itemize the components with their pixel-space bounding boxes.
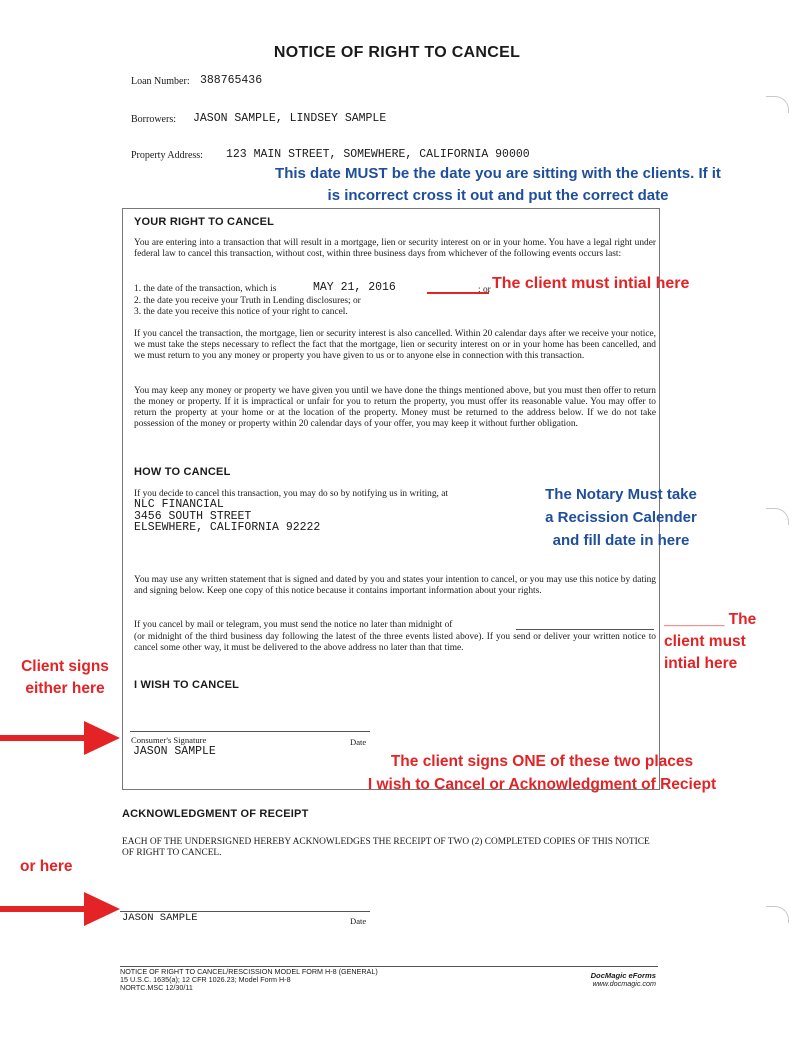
scan-edge-mark <box>766 508 789 525</box>
arrow-right-icon <box>0 718 124 758</box>
notary-annotation-line1: The Notary Must take <box>545 486 697 503</box>
cancel-date-label: Date <box>350 737 367 747</box>
form-citation <box>120 968 378 992</box>
mail-telegram-paragraph: (or midnight of the third business day following the latest of the three events listed above). If you send or deliver your written notice to cancel some other way, it must be delivered to the above address no later than that time. <box>134 632 656 653</box>
cancel-effect-paragraph: If you cancel the transaction, the mortgage, lien or security interest is also cancelled. Within 20 calendar days after we receive your notice, we must take the steps necessary to reflect the fact that the mortgage, lien or security interest on or in your home has been cancelled, and we must return to you any money or property you have given to us or to anyone else in connection with this transaction. <box>134 329 656 361</box>
footer-line-3: NORTC.MSC 12/30/11 <box>120 983 193 992</box>
written-statement-paragraph: You may use any written statement that is signed and dated by you and states your intention to cancel, or you may use this notice by dating and signing below. Keep one copy of this notice because it contains important information about your rights. <box>134 575 656 596</box>
right-to-cancel-intro: You are entering into a transaction that will result in a mortgage, lien or security interest on or in your home. You have a legal right under federal law to cancel this transaction, without cost, within three business days from whichever of the following events occurs last: <box>134 238 656 259</box>
transaction-date: MAY 21, 2016 <box>313 281 396 294</box>
footer-line-1: NOTICE OF RIGHT TO CANCEL/RESCISSION MODEL FORM H-8 (GENERAL) <box>120 967 378 976</box>
lender-address <box>134 499 320 534</box>
or-here-annotation: or here <box>20 858 73 875</box>
cancel-signer-name: JASON SAMPLE <box>133 745 216 758</box>
lender-street: 3456 SOUTH STREET <box>134 509 252 523</box>
footer-line-2: 15 U.S.C. 1635(a); 12 CFR 1026.23; Model Form H-8 <box>120 975 291 984</box>
notary-annotation <box>516 483 726 552</box>
acknowledgment-heading: ACKNOWLEDGMENT OF RECEIPT <box>122 808 309 820</box>
brand-url: www.docmagic.com <box>592 979 656 988</box>
consumer-signature-line[interactable] <box>130 731 370 732</box>
client-signs-line1: Client signs <box>21 658 109 675</box>
midnight-line: If you cancel by mail or telegram, you must send the notice no later than midnight of <box>134 620 453 630</box>
docmagic-brand <box>591 972 656 988</box>
acknowledgment-text: EACH OF THE UNDERSIGNED HEREBY ACKNOWLEDGES THE RECEIPT OF TWO (2) COMPLETED COPIES OF THIS NOTICE OF RIGHT TO CANCEL. <box>122 837 650 858</box>
initial-here-annotation-top: The client must intial here <box>492 275 690 292</box>
initial-here-annotation-right <box>664 609 756 675</box>
initial-blank-top[interactable] <box>427 292 489 294</box>
consumer-signature-label: Consumer's Signature <box>131 735 207 745</box>
date-annotation-line2: is incorrect cross it out and put the correct date <box>327 187 669 204</box>
how-to-cancel-intro: If you decide to cancel this transaction, you may do so by notifying us in writing, at <box>134 489 448 499</box>
date-annotation-line1: This date MUST be the date you are sitting with the clients. If it <box>275 165 721 182</box>
client-signs-annotation <box>8 656 122 700</box>
signs-one-line2: I wish to Cancel or Acknowledgment of Reciept <box>367 776 717 793</box>
lender-name: NLC FINANCIAL <box>134 498 224 511</box>
initial-right-line1: _______ The <box>664 611 757 628</box>
right-to-cancel-heading: YOUR RIGHT TO CANCEL <box>134 216 275 228</box>
borrowers-label: Borrowers: <box>131 114 176 125</box>
signs-one-annotation <box>300 750 784 796</box>
acknowledgment-signer-name: JASON SAMPLE <box>122 912 198 924</box>
item-3: 3. the date you receive this notice of your right to cancel. <box>134 307 348 317</box>
client-signs-line2: either here <box>25 680 105 697</box>
wish-to-cancel-heading: I WISH TO CANCEL <box>134 679 240 691</box>
item-2: 2. the date you receive your Truth in Lending disclosures; or <box>134 296 361 306</box>
keep-money-paragraph: You may keep any money or property we have given you until we have done the things mentioned above, but you must then offer to return the money or property. If it is impractical or unfair for you to return the property, you must offer its reasonable value. You may offer to return the property at your home or at the location of the property. Money must be returned to the address below. If we do not take possession of the money or property within 20 calendar days of your offer, you may keep it without further obligation. <box>134 386 656 429</box>
arrow-right-icon <box>0 889 124 929</box>
property-address-value: 123 MAIN STREET, SOMEWHERE, CALIFORNIA 90000 <box>226 148 530 161</box>
loan-number-label: Loan Number: <box>131 76 190 87</box>
property-address-label: Property Address: <box>131 150 203 161</box>
item-1-suffix: ; or <box>478 285 491 295</box>
cancel-deadline-blank[interactable] <box>516 629 654 630</box>
acknowledgment-date-label: Date <box>350 916 367 926</box>
item-1-prefix: 1. the date of the transaction, which is <box>134 284 277 294</box>
scan-edge-mark <box>766 96 789 113</box>
scan-edge-mark <box>766 906 789 923</box>
signs-one-line1: The client signs ONE of these two places <box>390 753 694 770</box>
initial-right-line2: client must <box>664 633 746 650</box>
brand-logo: DocMagic eForms <box>590 971 656 980</box>
notary-annotation-line3: and fill date in here <box>552 532 690 549</box>
lender-city: ELSEWHERE, CALIFORNIA 92222 <box>134 521 321 534</box>
loan-number-value: 388765436 <box>200 74 263 87</box>
notary-annotation-line2: a Recission Calender <box>545 509 697 526</box>
borrowers-value: JASON SAMPLE, LINDSEY SAMPLE <box>193 112 387 125</box>
initial-right-line3: intial here <box>664 655 738 672</box>
date-annotation <box>222 163 774 207</box>
page-title: NOTICE OF RIGHT TO CANCEL <box>273 44 521 61</box>
how-to-cancel-heading: HOW TO CANCEL <box>134 466 231 478</box>
